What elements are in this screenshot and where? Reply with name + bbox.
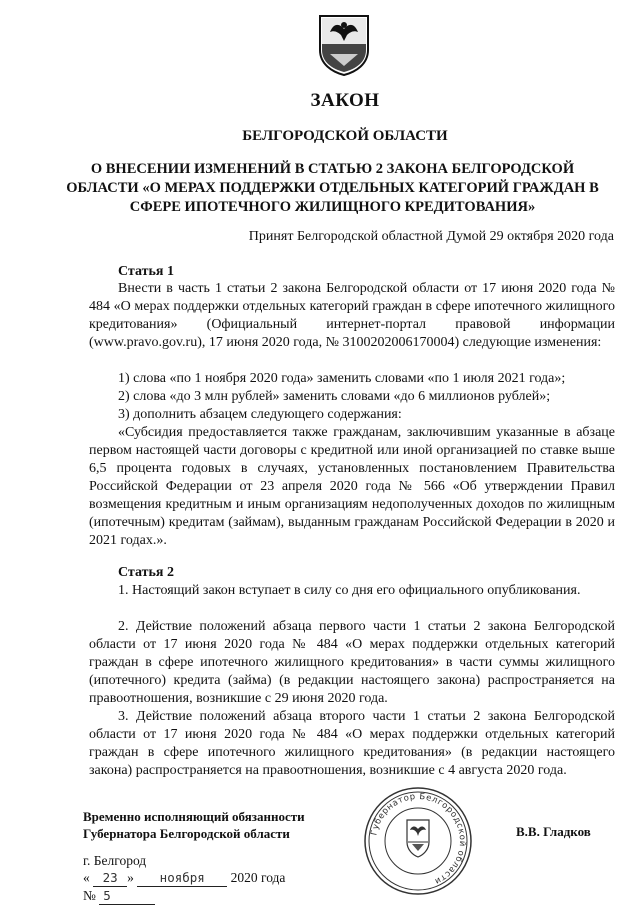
article-2-paragraph-1: 1. Настоящий закон вступает в силу со дня его официального опубликования. — [118, 583, 581, 598]
date-day: 23 — [93, 869, 127, 887]
svg-text:Губернатор Белгородской област: Губернатор Белгородской области — [369, 791, 468, 887]
article-1-intro: Внести в часть 1 статьи 2 закона Белгородской области от 17 июня 2020 года № 484 «О мерах поддержки отдельных категорий граждан в сфере ипотечного жилищного кредитования» (Официальный интернет-портал правовой информации (www.pravo.gov.ru), 17 июня 2020 года, № 3100202006170004) следующие изменения: — [89, 281, 615, 350]
article-1-item-2: 2) слова «до 3 млн рублей» заменить словами «до 6 миллионов рублей»; — [118, 389, 551, 404]
coat-of-arms-icon — [316, 14, 372, 76]
signing-place-date — [83, 852, 285, 905]
date-month: ноября — [137, 869, 227, 887]
article-2-heading: Статья 2 — [118, 565, 174, 580]
date-quote-open: « — [83, 870, 90, 885]
law-number — [83, 887, 285, 905]
adoption-line: Принят Белгородской областной Думой 29 октября 2020 года — [248, 229, 614, 244]
document-title: ЗАКОН — [310, 90, 380, 111]
article-1-item-1: 1) слова «по 1 ноября 2020 года» заменить словами «по 1 июля 2021 года»; — [118, 371, 566, 386]
article-1-quote: «Субсидия предоставляется также гражданам, заключившим указанные в абзаце первом настоящей части договоры с кредитной или иной организацией по ставке выше 6,5 процента годовых в случаях, установленных постановлением Правительства Российской Федерации от 23 апреля 2020 года № 566 «Об утверждении Правил возмещения кредитным и иным организациям недополученных доходов по жилищным (ипотечным) кредитам (займам), выданным гражданам Российской Федерации в 2020 и 2021 годах.». — [89, 425, 615, 548]
signatory-name: В.В. Гладков — [516, 824, 591, 839]
date-year: 2020 года — [230, 870, 286, 885]
official-seal-icon — [363, 786, 473, 896]
signatory-position — [83, 808, 305, 842]
article-2-paragraph-2: 2. Действие положений абзаца первого части 1 статьи 2 закона Белгородской области от 17 июня 2020 года № 484 «О мерах поддержки отдельных категорий граждан в сфере ипотечного жилищного кредитования» в части суммы жилищного (ипотечного) кредита (займа) (в редакции настоящего закона) распространяется на правоотношения, возникшие с 29 июня 2020 года. — [89, 619, 615, 706]
signatory-position-line-2: Губернатора Белгородской области — [83, 826, 290, 841]
law-number-value: 5 — [99, 887, 155, 905]
document-subject: О ВНЕСЕНИИ ИЗМЕНЕНИЙ В СТАТЬЮ 2 ЗАКОНА БЕЛГОРОДСКОЙ ОБЛАСТИ «О МЕРАХ ПОДДЕРЖКИ ОТДЕЛЬНЫХ КАТЕГОРИЙ ГРАЖДАН В СФЕРЕ ИПОТЕЧНОГО ЖИЛИЩНОГО КРЕДИТОВАНИЯ» — [66, 161, 599, 215]
signing-date — [83, 869, 285, 887]
date-quote-close: » — [127, 870, 134, 885]
law-number-label: № — [83, 888, 96, 903]
article-2-paragraph-3: 3. Действие положений абзаца второго части 1 статьи 2 закона Белгородской области от 17 июня 2020 года № 484 «О мерах поддержки отдельных категорий граждан в сфере ипотечного жилищного кредитования» (в редакции настоящего закона) распространяется на правоотношения, возникшие с 4 августа 2020 года. — [89, 709, 615, 778]
article-1-heading: Статья 1 — [118, 264, 174, 279]
article-1-item-3: 3) дополнить абзацем следующего содержания: — [118, 407, 402, 422]
signatory-position-line-1: Временно исполняющий обязанности — [83, 809, 305, 824]
document-region: БЕЛГОРОДСКОЙ ОБЛАСТИ — [242, 128, 448, 144]
signing-city: г. Белгород — [83, 853, 147, 868]
